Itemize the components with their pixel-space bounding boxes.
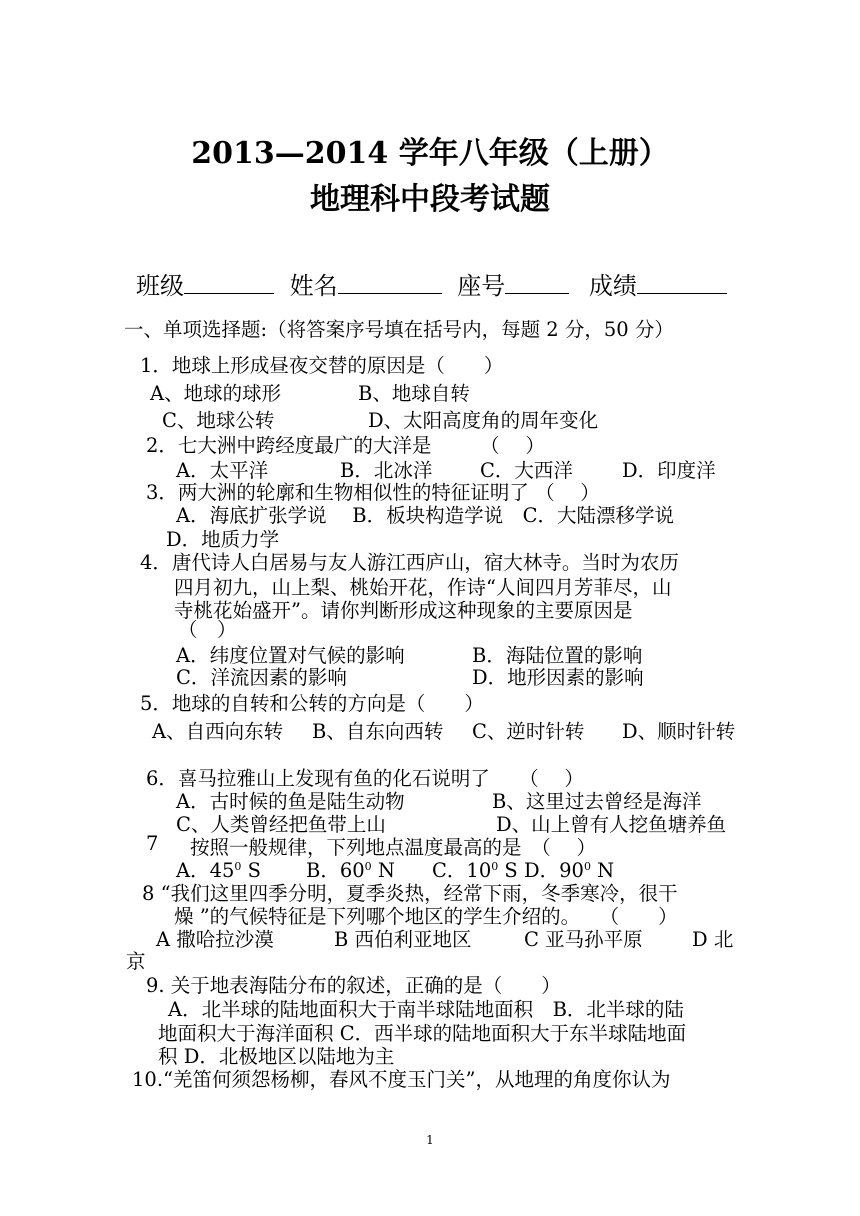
student-info-row [136,266,727,301]
score-blank[interactable] [637,271,727,294]
q5-option-b: B、自东向西转 [312,720,444,743]
q6-stem: 6．喜马拉雅山上发现有鱼的化石说明了 （ ） [146,767,584,790]
q2-option-a: A．太平洋 [176,459,269,482]
q4-option-a: A．纬度位置对气候的影响 [176,644,405,667]
q7-option-c: C．$10^0$ S [432,859,518,882]
q9-options-line2: 地面积大于海洋面积 C．西半球的陆地面积大于东半球陆地面 [158,1022,687,1045]
q6-option-a: A．古时候的鱼是陆生动物 [176,790,405,813]
q5-stem: 5．地球的自转和公转的方向是（ ） [140,692,484,715]
q7-option-a: A．$45^0$ S [176,859,261,882]
q8-option-d-continued: 京 [126,950,146,973]
q8-option-d: D 北 [692,928,734,951]
q8-stem-line1: 8 “我们这里四季分明，夏季炎热，经常下雨，冬季寒冷，很干 [142,882,678,905]
q9-stem: 9. 关于地表海陆分布的叙述，正确的是（ ） [146,974,561,997]
q2-option-d: D．印度洋 [622,459,716,482]
q1-option-b: B、地球自转 [358,382,470,405]
q10-stem: 10.“羌笛何须怨杨柳，春风不度玉门关”，从地理的角度你认为 [132,1068,671,1091]
q3-options-abc: A．海底扩张学说 B．板块构造学说 C．大陆漂移学说 [176,504,675,527]
q4-stem-line3: 寺桃花始盛开”。请你判断形成这种现象的主要原因是 [174,599,633,622]
name-label: 姓名 [289,272,338,300]
class-blank[interactable] [184,271,274,294]
class-label: 班级 [136,272,184,300]
q5-option-c: C、逆时针转 [472,720,585,743]
q7-option-d: D．$90^0$ N [524,859,615,882]
q7-option-b: B．$60^0$ N [306,859,395,882]
q6-option-d: D、山上曾有人挖鱼塘养鱼 [496,813,727,836]
q2-stem: 2．七大洲中跨经度最广的大洋是 （ ） [146,434,545,457]
q6-option-c: C、人类曾经把鱼带上山 [176,813,386,836]
q1-stem: 1．地球上形成昼夜交替的原因是（ ） [140,354,504,377]
score-label: 成绩 [588,272,637,300]
q8-stem-line2: 燥 ”的气候特征是下列哪个地区的学生介绍的。 （ ） [174,905,678,928]
q2-option-c: C．大西洋 [480,459,573,482]
section-title: 一、单项选择题:（将答案序号填在括号内，每题 2 分，50 分） [124,318,674,341]
q8-option-a: A 撒哈拉沙漠 [156,928,274,951]
page-number: 1 [426,1133,434,1147]
q8-option-c: C 亚马孙平原 [524,928,643,951]
q8-option-b: B 西伯利亚地区 [334,928,472,951]
q7-number: 7 [146,832,159,855]
exam-title-line1: 2013—2014 学年八年级（上册） [191,136,669,171]
seat-label: 座号 [457,272,506,300]
q1-option-a: A、地球的球形 [150,382,282,405]
q4-option-c: C．洋流因素的影响 [176,666,347,689]
q5-option-d: D、顺时针转 [622,720,736,743]
q7-stem: 按照一般规律，下列地点温度最高的是 （ ） [190,836,596,859]
q3-stem: 3．两大洲的轮廓和生物相似性的特征证明了 （ ） [146,481,600,504]
q3-option-d: D．地质力学 [166,528,280,551]
q6-option-b: B、这里过去曾经是海洋 [492,790,702,813]
q9-options-line1: A．北半球的陆地面积大于南半球陆地面积 B．北半球的陆 [168,998,684,1021]
q2-option-b: B．北冰洋 [340,459,433,482]
q4-option-d: D．地形因素的影响 [472,666,644,689]
seat-blank[interactable] [505,271,569,294]
q4-stem-line2: 四月初九，山上梨、桃始开花，作诗“人间四月芳菲尽，山 [174,576,672,599]
q5-option-a: A、自西向东转 [152,720,284,743]
q4-stem-line1: 4．唐代诗人白居易与友人游江西庐山，宿大林寺。当时为农历 [140,551,679,574]
q4-answer-paren: （ ） [178,618,237,641]
name-blank[interactable] [338,271,442,294]
exam-title-line2: 地理科中段考试题 [310,182,550,217]
q4-option-b: B．海陆位置的影响 [472,644,643,667]
q1-option-d: D、太阳高度角的周年变化 [368,409,599,432]
q9-options-line3: 积 D．北极地区以陆地为主 [158,1045,395,1068]
q1-option-c: C、地球公转 [162,409,275,432]
